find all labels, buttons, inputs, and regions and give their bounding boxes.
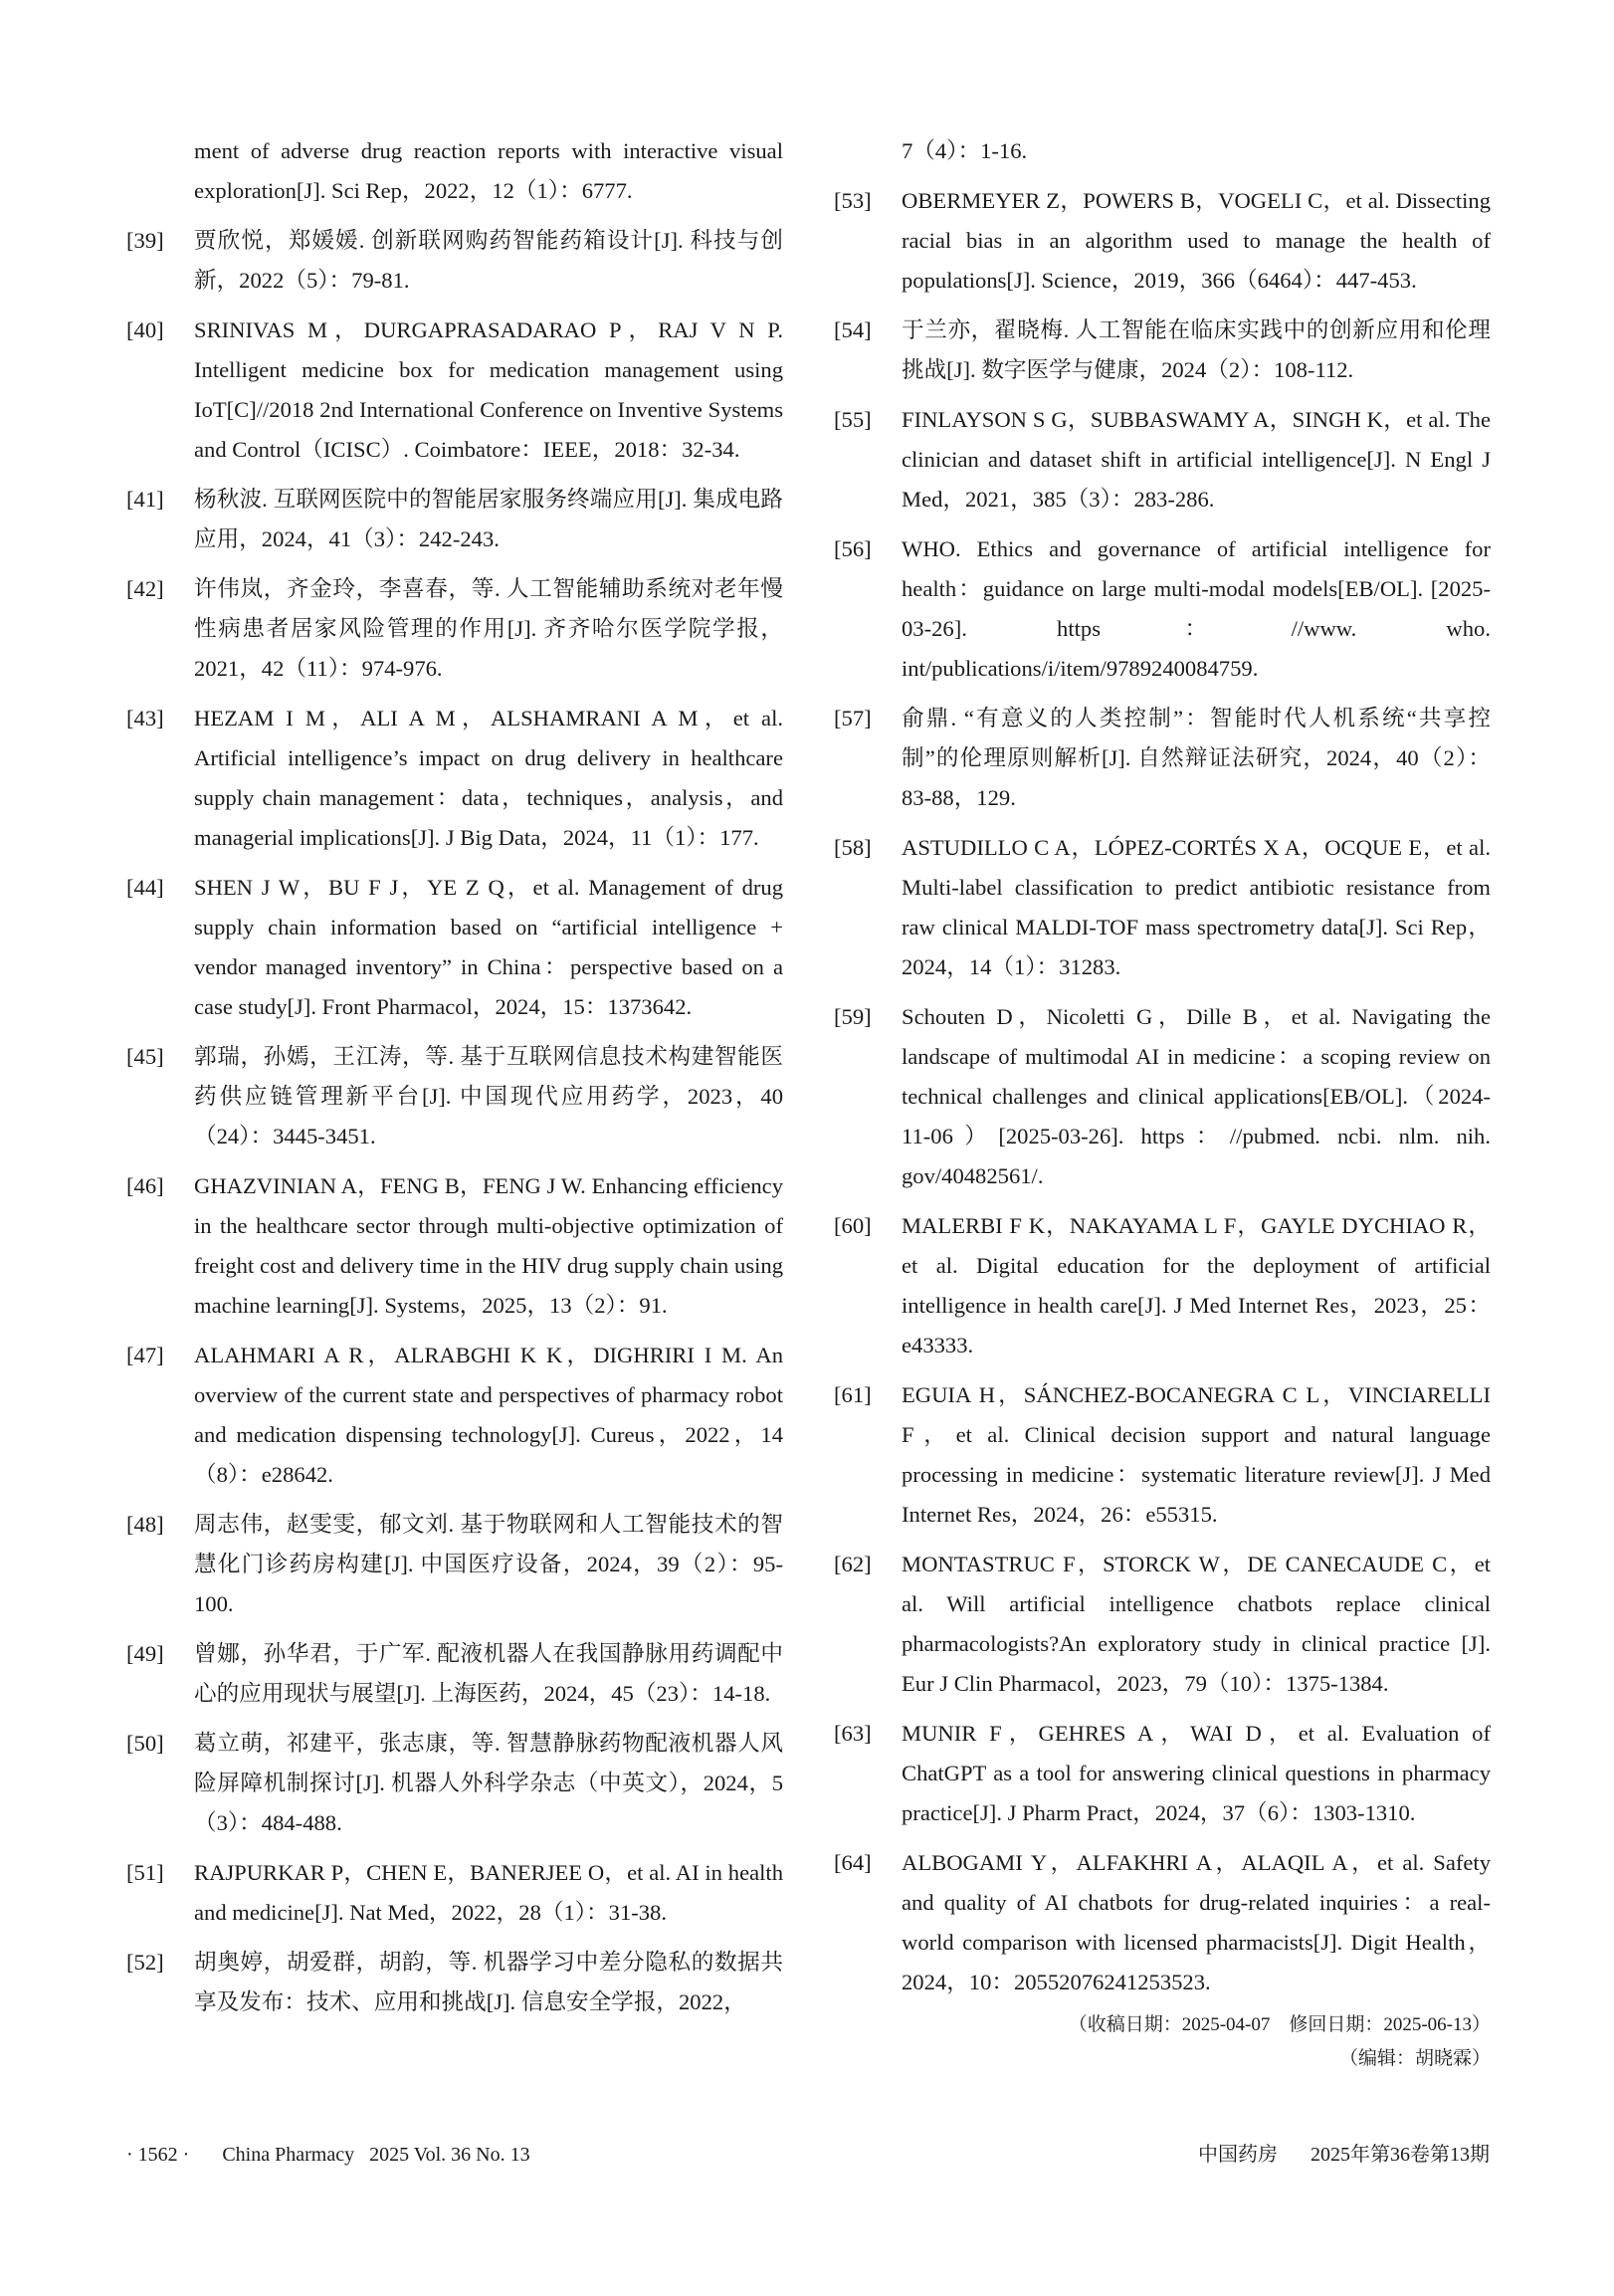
- reference-text: 郭瑞，孙嫣，王江涛，等. 基于互联网信息技术构建智能医药供应链管理新平台[J]. 中国现代应用药学，2023，40（24）：3445-3451.: [194, 1044, 783, 1148]
- reference-item: [834, 1714, 1491, 1833]
- reference-item: [834, 1843, 1491, 2002]
- reference-text: ALAHMARI A R，ALRABGHI K K，DIGHRIRI I M. An overview of the current state and perspectives of pharmacy robot and medication dispensing technology[J]. Cureus，2022，14（8）：e28642.: [194, 1343, 783, 1487]
- reference-item: [834, 400, 1491, 520]
- reference-number: [45]: [126, 1044, 164, 1069]
- reference-text: MONTASTRUC F，STORCK W，DE CANECAUDE C，et al. Will artificial intelligence chatbots replace clinical pharmacologists?An exploratory study in clinical practice [J]. Eur J Clin Pharmacol，2023，79（10）：1375-1384.: [902, 1552, 1491, 1696]
- reference-item: [126, 221, 783, 301]
- reference-number: [41]: [126, 487, 164, 512]
- reference-text: OBERMEYER Z，POWERS B，VOGELI C，et al. Dissecting racial bias in an algorithm used to manage the health of populations[J]. Science，2019，366（6464）：447-453.: [902, 188, 1491, 293]
- reference-text: 曾娜，孙华君，于广军. 配液机器人在我国静脉用药调配中心的应用现状与展望[J]. 上海医药，2024，45（23）：14-18.: [194, 1641, 783, 1706]
- reference-number: [40]: [126, 317, 164, 342]
- issue-cn: 2025年第36卷第13期: [1311, 2144, 1490, 2166]
- reference-text: SRINIVAS M，DURGAPRASADARAO P，RAJ V N P. Intelligent medicine box for medication management using IoT[C]//2018 2nd International Conference on Inventive Systems and Control（ICISC）. Coimbatore：IEEE，2018：32-34.: [194, 317, 783, 462]
- reference-text: ment of adverse drug reaction reports with interactive visual exploration[J]. Sci Rep，2022，12（1）：6777.: [194, 138, 783, 203]
- reference-number: [39]: [126, 228, 164, 253]
- left-column: [126, 131, 783, 2032]
- reference-text: FINLAYSON S G，SUBBASWAMY A，SINGH K，et al. The clinician and dataset shift in artificial intelligence[J]. N Engl J Med，2021，385（3）：283-286.: [902, 407, 1491, 512]
- reference-item: [834, 529, 1491, 689]
- reference-item: [834, 828, 1491, 987]
- reference-item: [834, 699, 1491, 818]
- reference-text: 许伟岚，齐金玲，李喜春，等. 人工智能辅助系统对老年慢性病患者居家风险管理的作用[J]. 齐齐哈尔医学院学报，2021，42（11）：974-976.: [194, 576, 783, 681]
- reference-item: [126, 1724, 783, 1843]
- reference-item: [126, 1166, 783, 1326]
- reference-number: [56]: [834, 536, 872, 561]
- reference-item: [126, 1336, 783, 1495]
- reference-number: [46]: [126, 1173, 164, 1198]
- reference-item: [834, 311, 1491, 390]
- reference-item: [126, 480, 783, 559]
- issue-en: 2025 Vol. 36 No. 13: [369, 2144, 530, 2166]
- reference-number: [50]: [126, 1731, 164, 1756]
- reference-text: SHEN J W，BU F J，YE Z Q，et al. Management of drug supply chain information based on “artificial intelligence + vendor managed inventory” in China：perspective based on a case study[J]. Front Pharmacol，2024，15：1373642.: [194, 875, 783, 1019]
- right-column: [834, 131, 1491, 2076]
- reference-item: [126, 1943, 783, 2022]
- reference-item: [126, 868, 783, 1027]
- reference-text: MUNIR F，GEHRES A，WAI D，et al. Evaluation of ChatGPT as a tool for answering clinical questions in pharmacy practice[J]. J Pharm Pract，2024，37（6）：1303-1310.: [902, 1721, 1491, 1825]
- reference-item: [126, 1853, 783, 1933]
- reference-text: GHAZVINIAN A，FENG B，FENG J W. Enhancing efficiency in the healthcare sector through multi-objective optimization of freight cost and delivery time in the HIV drug supply chain using machine learning[J]. Systems，2025，13（2）：91.: [194, 1173, 783, 1318]
- reference-number: [62]: [834, 1552, 872, 1576]
- received-date-line: （收稿日期：2025-04-07 修回日期：2025-06-13）: [1068, 2014, 1491, 2035]
- reference-text: EGUIA H，SÁNCHEZ-BOCANEGRA C L，VINCIARELLI F，et al. Clinical decision support and natural language processing in medicine：systematic literature review[J]. J Med Internet Res，2024，26：e55315.: [902, 1382, 1491, 1527]
- reference-number: [59]: [834, 1004, 872, 1029]
- reference-number: [51]: [126, 1860, 164, 1885]
- reference-number: [55]: [834, 407, 872, 432]
- reference-item: [834, 1206, 1491, 1365]
- editor-line: （编辑：胡晓霖）: [1338, 2048, 1491, 2069]
- reference-number: [43]: [126, 706, 164, 731]
- reference-item: [126, 131, 783, 211]
- reference-text: Schouten D，Nicoletti G，Dille B，et al. Navigating the landscape of multimodal AI in medicine：a scoping review on technical challenges and clinical applications[EB/OL].（2024-11-06）[2025-03-26]. https：//pubmed. ncbi. nlm. nih. gov/40482561/.: [902, 1004, 1491, 1188]
- reference-text: 俞鼎. “有意义的人类控制”：智能时代人机系统“共享控制”的伦理原则解析[J]. 自然辩证法研究，2024，40（2）：83-88，129.: [902, 706, 1491, 810]
- reference-number: [61]: [834, 1382, 872, 1407]
- footer-left: [126, 2140, 530, 2170]
- reference-text: 7（4）：1-16.: [902, 138, 1028, 163]
- reference-item: [126, 1037, 783, 1156]
- reference-item: [834, 1545, 1491, 1704]
- reference-number: [48]: [126, 1512, 164, 1537]
- reference-text: 贾欣悦，郑媛媛. 创新联网购药智能药箱设计[J]. 科技与创新，2022（5）：79-81.: [194, 228, 783, 293]
- reference-text: ALBOGAMI Y，ALFAKHRI A，ALAQIL A，et al. Safety and quality of AI chatbots for drug-related inquiries：a real-world comparison with licensed pharmacists[J]. Digit Health，2024，10：20552076241253523.: [902, 1850, 1491, 1994]
- page-number: · 1562 ·: [126, 2144, 190, 2166]
- reference-number: [44]: [126, 875, 164, 900]
- reference-item: [834, 1375, 1491, 1535]
- reference-number: [54]: [834, 317, 872, 342]
- reference-item: [834, 131, 1491, 171]
- reference-number: [63]: [834, 1721, 872, 1746]
- reference-text: 周志伟，赵雯雯，郁文刘. 基于物联网和人工智能技术的智慧化门诊药房构建[J]. 中国医疗设备，2024，39（2）：95-100.: [194, 1512, 783, 1616]
- reference-item: [126, 1634, 783, 1714]
- reference-item: [126, 311, 783, 470]
- reference-number: [49]: [126, 1641, 164, 1666]
- reference-number: [42]: [126, 576, 164, 601]
- reference-text: ASTUDILLO C A，LÓPEZ-CORTÉS X A，OCQUE E，et al. Multi-label classification to predict antibiotic resistance from raw clinical MALDI-TOF mass spectrometry data[J]. Sci Rep，2024，14（1）：31283.: [902, 835, 1491, 979]
- reference-number: [47]: [126, 1343, 164, 1367]
- reference-item: [126, 1505, 783, 1624]
- reference-text: HEZAM I M，ALI A M，ALSHAMRANI A M，et al. Artificial intelligence’s impact on drug delivery in healthcare supply chain management：data，techniques，analysis，and managerial implications[J]. J Big Data，2024，11（1）：177.: [194, 706, 783, 850]
- reference-text: WHO. Ethics and governance of artificial intelligence for health：guidance on large multi-modal models[EB/OL]. [2025-03-26]. https：//www. who. int/publications/i/item/9789240084759.: [902, 536, 1491, 681]
- reference-item: [834, 181, 1491, 301]
- reference-item: [834, 997, 1491, 1196]
- footer-right: [1198, 2140, 1490, 2170]
- reference-text: 于兰亦，翟晓梅. 人工智能在临床实践中的创新应用和伦理挑战[J]. 数字医学与健康，2024（2）：108-112.: [902, 317, 1491, 382]
- reference-text: RAJPURKAR P，CHEN E，BANERJEE O，et al. AI in health and medicine[J]. Nat Med，2022，28（1）：31-38.: [194, 1860, 783, 1925]
- journal-name-cn: 中国药房: [1198, 2144, 1278, 2166]
- reference-number: [64]: [834, 1850, 872, 1875]
- reference-text: 杨秋波. 互联网医院中的智能居家服务终端应用[J]. 集成电路应用，2024，41（3）：242-243.: [194, 487, 783, 551]
- reference-number: [58]: [834, 835, 872, 860]
- reference-item: [126, 699, 783, 858]
- reference-number: [60]: [834, 1213, 872, 1238]
- reference-text: MALERBI F K，NAKAYAMA L F，GAYLE DYCHIAO R，et al. Digital education for the deployment of artificial intelligence in health care[J]. J Med Internet Res，2023，25：e43333.: [902, 1213, 1491, 1357]
- right-references: [834, 131, 1491, 2002]
- journal-name-en: China Pharmacy: [222, 2144, 355, 2166]
- reference-text: 胡奥婷，胡爱群，胡韵，等. 机器学习中差分隐私的数据共享及发布：技术、应用和挑战[J]. 信息安全学报，2022，: [194, 1950, 783, 2014]
- reference-text: 葛立萌，祁建平，张志康，等. 智慧静脉药物配液机器人风险屏障机制探讨[J]. 机器人外科学杂志（中英文），2024，5（3）：484-488.: [194, 1731, 783, 1835]
- reference-number: [52]: [126, 1950, 164, 1975]
- reference-item: [126, 569, 783, 689]
- reference-number: [53]: [834, 188, 872, 213]
- reference-number: [57]: [834, 706, 872, 731]
